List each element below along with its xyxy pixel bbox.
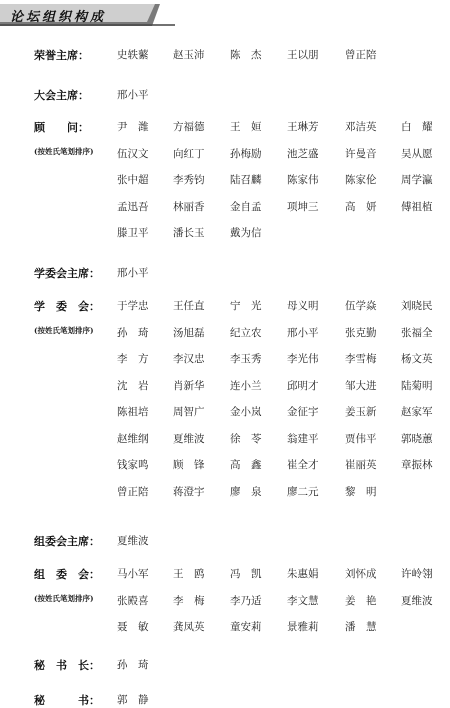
member-name: 纪立农 [230,326,262,339]
member-name: 陈家伦 [345,174,377,186]
member-name: 伍学焱 [345,300,377,312]
member-name: 连小兰 [230,379,262,392]
member-name: 蒋澄宇 [173,485,205,498]
member-name: 景雅莉 [287,621,319,633]
member-name: 陆召麟 [230,174,262,186]
member-name: 金小岚 [230,406,262,418]
member-name: 钱家鸣 [117,459,149,471]
member-name: 徐 苓 [230,432,262,445]
member-name: 陈家伟 [287,174,319,186]
member-name: 高 妍 [345,200,377,213]
section-label: 组 委 会： [34,568,100,581]
member-name: 王 姮 [230,121,262,133]
member-name: 周智广 [173,406,205,418]
member-name: 潘长玉 [173,227,205,239]
member-name: 冯 凯 [230,568,262,580]
member-name: 陈 杰 [230,49,262,61]
member-name: 邹大进 [345,379,377,392]
member-name: 肖新华 [173,379,205,392]
member-name: 郭晓蕙 [401,432,433,445]
member-name: 于学忠 [117,300,149,312]
section-label: 大会主席： [34,89,89,102]
member-name: 林丽香 [173,200,205,213]
member-name: 池芝盛 [287,147,319,160]
member-name: 廖 泉 [230,485,262,498]
member-name: 陆菊明 [401,379,433,392]
member-name: 孟迅吾 [117,200,149,213]
member-name: 白 耀 [401,121,433,133]
member-name: 李文慧 [287,594,319,607]
member-name: 刘怀成 [345,568,377,580]
member-name: 许岭翎 [401,568,433,580]
sort-note: (按姓氏笔划排序) [34,326,94,335]
member-name: 孙 琦 [117,659,149,671]
member-name: 赵维纲 [117,432,149,445]
member-name: 高 鑫 [230,459,262,471]
member-name: 向红丁 [173,147,205,160]
member-name: 许曼音 [345,147,377,160]
member-name: 沈 岩 [117,379,149,392]
member-name: 张殿喜 [117,594,149,607]
member-name: 周学瀛 [401,174,433,186]
member-name: 傅祖植 [401,200,433,213]
member-name: 尹 潍 [117,121,149,133]
section-label: 学委会主席： [34,267,100,280]
member-name: 母义明 [287,300,319,312]
member-name: 童安莉 [230,621,262,633]
member-name: 王以朋 [287,49,319,61]
member-name: 黎 明 [345,485,377,498]
member-name: 张克勤 [345,326,377,339]
sort-note: (按姓氏笔划排序) [34,147,94,156]
member-name: 李雪梅 [345,353,377,365]
member-name: 项坤三 [287,200,319,213]
member-name: 伍汉文 [117,147,149,160]
member-name: 邢小平 [287,326,319,339]
member-name: 戴为信 [230,227,262,239]
member-name: 李汉忠 [173,353,205,365]
member-name: 马小军 [117,568,149,580]
member-name: 崔全才 [287,459,319,471]
member-name: 顾 锋 [173,459,205,471]
member-name: 李乃适 [230,594,262,607]
member-name: 李光伟 [287,353,319,365]
member-name: 章振林 [401,459,433,471]
member-name: 史轶蘩 [117,49,149,61]
member-name: 夏维波 [117,535,149,547]
member-name: 邱明才 [287,379,319,392]
page-title: 论坛组织构成 [10,10,107,25]
member-name: 李 方 [117,353,149,365]
member-name: 夏维波 [401,594,433,607]
section-label: 学 委 会： [34,300,100,313]
member-name: 金征宇 [287,406,319,418]
member-name: 夏维波 [173,432,205,445]
section-label: 荣誉主席： [34,49,89,62]
member-name: 郭 静 [117,694,149,706]
member-name: 邓洁英 [345,121,377,133]
member-name: 杨文英 [401,353,433,365]
member-name: 方福德 [173,121,205,133]
member-name: 龚凤英 [173,621,205,633]
member-name: 陈祖培 [117,406,149,418]
member-name: 张中超 [117,174,149,186]
member-name: 朱惠娟 [287,568,319,580]
member-name: 吴从愿 [401,147,433,160]
section-label: 秘 书： [34,694,100,707]
member-name: 姜 艳 [345,594,377,607]
section-label: 秘 书 长： [34,659,100,672]
member-name: 李 梅 [173,594,205,607]
member-name: 张福全 [401,326,433,339]
member-name: 李秀钧 [173,174,205,186]
member-name: 孙梅励 [230,147,262,160]
member-name: 宁 光 [230,300,262,312]
member-name: 王 鸥 [173,568,205,580]
member-name: 聂 敏 [117,621,149,633]
section-label: 组委会主席： [34,535,100,548]
member-name: 金自孟 [230,200,262,213]
member-name: 姜玉新 [345,406,377,418]
member-name: 李玉秀 [230,353,262,365]
member-name: 贾伟平 [345,432,377,445]
title-banner [0,4,175,26]
member-name: 邢小平 [117,89,149,101]
member-name: 赵玉沛 [173,49,205,61]
member-name: 赵家军 [401,406,433,418]
member-name: 刘晓民 [401,300,433,312]
member-name: 廖二元 [287,485,319,498]
member-name: 孙 琦 [117,326,149,339]
member-name: 崔丽英 [345,459,377,471]
member-name: 翁建平 [287,432,319,445]
member-name: 邢小平 [117,267,149,279]
member-name: 滕卫平 [117,227,149,239]
sort-note: (按姓氏笔划排序) [34,594,94,603]
section-label: 顾 问： [34,121,89,134]
member-name: 汤旭磊 [173,326,205,339]
member-name: 王琳芳 [287,121,319,133]
member-name: 王任直 [173,300,205,312]
member-name: 曾正陪 [117,485,149,498]
member-name: 曾正陪 [345,49,377,61]
member-name: 潘 慧 [345,621,377,633]
